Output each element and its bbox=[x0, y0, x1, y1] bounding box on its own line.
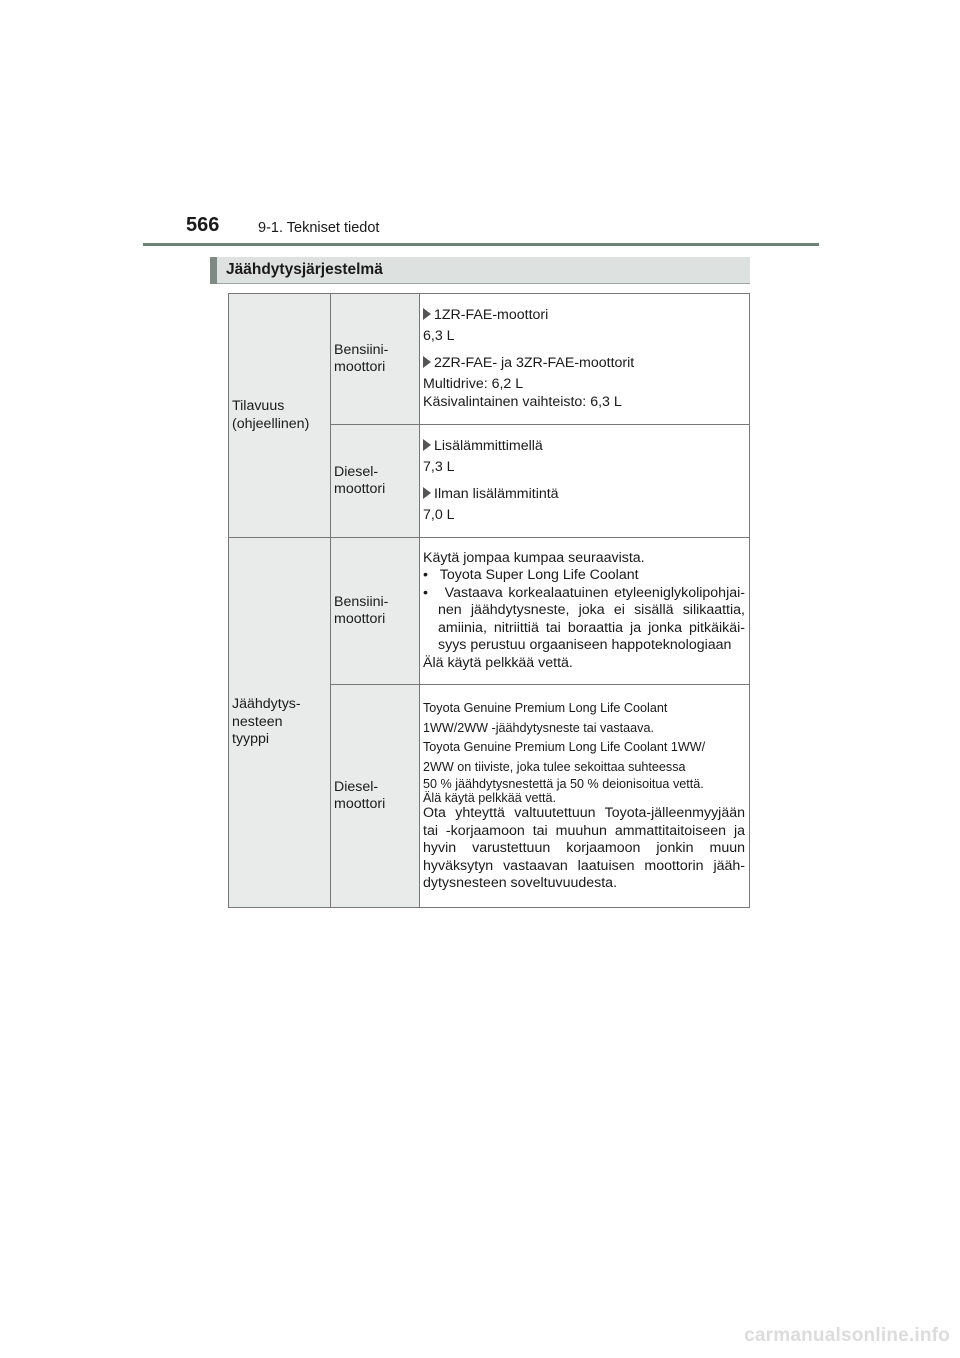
small-text-line: Toyota Genuine Premium Long Life Coolant 1WW/ bbox=[423, 740, 706, 755]
option-value: 6,3 L bbox=[423, 328, 455, 345]
option-name: Lisälämmittimellä bbox=[434, 437, 543, 454]
small-text-block: 50 % jäähdytysnestettä ja 50 % deionisoitua vettä. Älä käytä pelkkää vettä. bbox=[423, 777, 704, 806]
contact-text: Ota yhteyttä valtuutettuun Toyota-jälleenmyyjään tai -korjaamoon tai muuhun ammattitaitoiseen ja hyvin varustettuun korjaamoon jonkin muun hyväksytyn vastaavan laatuisen moottorin jääh-dytysnesteen soveltuvuudesta. bbox=[423, 805, 745, 892]
option-row bbox=[423, 486, 745, 504]
triangle-bullet-icon bbox=[423, 356, 431, 368]
bullet-text: Vastaava korkealaatuinen etyleeniglykolipohjai-nen jäähdytysneste, joka ei sisällä silikaattia, amiinia, nitriittiä tai boraattia ja jonka pitkäikäi-syys perustuu orgaaniseen happoteknologiaan bbox=[438, 584, 745, 654]
coolant-diesel-values bbox=[420, 685, 750, 908]
section-heading-label: Jäähdytysjärjestelmä bbox=[226, 261, 383, 278]
section-path: 9-1. Tekniset tiedot bbox=[258, 220, 380, 236]
list-item: • Toyota Super Long Life Coolant bbox=[423, 567, 639, 584]
triangle-bullet-icon bbox=[423, 308, 431, 320]
option-row bbox=[423, 438, 745, 456]
small-text-line: 2WW on tiiviste, joka tulee sekoittaa suhteessa bbox=[423, 759, 686, 774]
option-name: Ilman lisälämmitintä bbox=[434, 485, 559, 502]
section-heading-bar bbox=[210, 257, 217, 284]
section-heading bbox=[210, 257, 750, 284]
option-value: Multidrive: 6,2 L Käsivalintainen vaihteisto: 6,3 L bbox=[423, 376, 622, 410]
coolant-gasoline-label: Bensiini- moottori bbox=[331, 538, 420, 685]
coolant-intro: Käytä jompaa kumpaa seuraavista. bbox=[423, 549, 645, 566]
coolant-type-label: Jäähdytys- nesteen tyyppi bbox=[229, 538, 331, 908]
capacity-gasoline-values bbox=[420, 294, 750, 425]
triangle-bullet-icon bbox=[423, 439, 431, 451]
coolant-spec-table bbox=[228, 293, 750, 908]
table-row bbox=[229, 538, 750, 685]
coolant-gasoline-values bbox=[420, 538, 750, 685]
capacity-label: Tilavuus (ohjeellinen) bbox=[229, 294, 331, 538]
capacity-diesel-label: Diesel- moottori bbox=[331, 425, 420, 538]
list-item: • Vastaava korkealaatuinen etyleeniglykolipohjai-nen jäähdytysneste, joka ei sisällä silikaattia, amiinia, nitriittiä tai boraattia ja jonka pitkäikäi-syys perustuu orgaaniseen happoteknologiaan bbox=[423, 584, 745, 654]
coolant-diesel-label: Diesel- moottori bbox=[331, 685, 420, 908]
small-text-line: 1WW/2WW -jäähdytysneste tai vastaava. bbox=[423, 720, 654, 735]
table-row bbox=[229, 294, 750, 425]
header-rule bbox=[143, 243, 819, 246]
option-row bbox=[423, 307, 745, 325]
small-text-line: Toyota Genuine Premium Long Life Coolant bbox=[423, 701, 668, 716]
coolant-note: Älä käytä pelkkää vettä. bbox=[423, 654, 573, 671]
capacity-gasoline-label: Bensiini- moottori bbox=[331, 294, 420, 425]
bullet-text: Toyota Super Long Life Coolant bbox=[439, 567, 639, 584]
capacity-diesel-values bbox=[420, 425, 750, 538]
option-name: 2ZR-FAE- ja 3ZR-FAE-moottorit bbox=[434, 354, 635, 371]
triangle-bullet-icon bbox=[423, 487, 431, 499]
option-row bbox=[423, 355, 745, 373]
option-name: 1ZR-FAE-moottori bbox=[434, 306, 549, 323]
watermark: carmanualsonline.info bbox=[744, 1325, 950, 1346]
option-value: 7,0 L bbox=[423, 507, 455, 523]
option-value: 7,3 L bbox=[423, 459, 455, 475]
page-number: 566 bbox=[186, 214, 220, 236]
